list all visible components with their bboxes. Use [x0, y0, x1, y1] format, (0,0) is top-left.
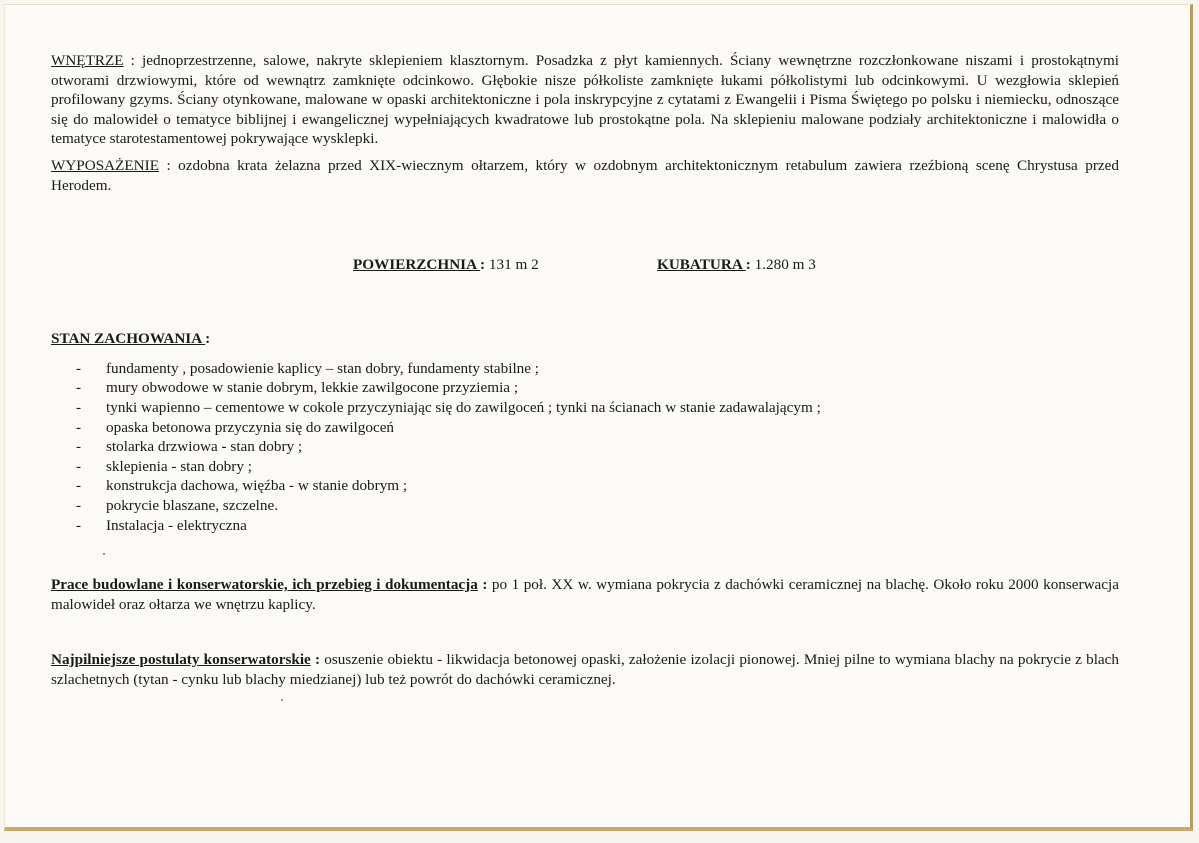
powierzchnia-label: POWIERZCHNIA — [353, 256, 481, 274]
prace-sep: : — [477, 576, 492, 594]
document-content — [51, 51, 1119, 689]
stan-title: STAN ZACHOWANIA — [51, 330, 206, 348]
list-item: - mury obwodowe w stanie dobrym, lekkie zawilgocone przyziemia ; — [76, 379, 519, 397]
wnetrze-label: WNĘTRZE — [51, 52, 124, 69]
area-volume-row — [51, 255, 1119, 275]
list-item: - konstrukcja dachowa, więźba - w stanie dobrym ; — [76, 477, 408, 495]
list-item: - opaska betonowa przyczynia się do zawilgoceń — [76, 418, 395, 436]
kubatura — [657, 255, 816, 275]
list-item: - fundamenty , posadowienie kaplicy – stan dobry, fundamenty stabilne ; — [76, 359, 540, 377]
powierzchnia-value: 131 m 2 — [488, 256, 539, 274]
kubatura-sep: : — [745, 256, 755, 274]
wnetrze-text: : jednoprzestrzenne, salowe, nakryte sklepieniem klasztornym. Posadzka z płyt kamiennych. Ściany wewnętrzne rozczłonkowane niszami i prostokątnymi otworami drzwiowymi, które od wewnątrz zamknięte odcinkowo. Głębokie nisze półkoliste zamknięte łukami półkolistymi lub odcinkowymi. U wezgłowia sklepień profilowany gzyms. Ściany otynkowane, malowane w opaski architektoniczne i pola inskrypcyjne z cytatami z Ewangelii i Pisma Świętego po polsku i niemiecku, odnoszące się do malowideł o tematyce biblijnej i ewangelicznej wypełniających kwadratowe lub prostokątne pola. Na sklepieniu malowane podziały architektoniczne i malowidła o tematyce starotestamentowej pokrywające wysklepki. — [51, 52, 1119, 148]
wyposazenie-label: WYPOSAŻENIE — [51, 156, 159, 174]
scan-speck — [103, 553, 105, 555]
document-page — [4, 4, 1193, 831]
kubatura-label: KUBATURA — [657, 256, 746, 274]
wyposazenie-text: : ozdobna krata żelazna przed XIX-wiecznym ołtarzem, który w ozdobnym architektonicznym retabulum zawiera rzeźbioną scenę Chrystusa przed Herodem. — [51, 156, 1119, 194]
powierzchnia — [353, 255, 539, 275]
list-item: - pokrycie blaszane, szczelne. — [76, 496, 279, 514]
list-item: - sklepienia - stan dobry ; — [76, 457, 252, 475]
powierzchnia-sep: : — [480, 256, 489, 274]
prace-paragraph — [51, 575, 1119, 614]
stan-zachowania-heading — [51, 329, 1119, 349]
wnetrze-paragraph — [51, 51, 1119, 149]
stan-title-sep: : — [205, 330, 211, 348]
kubatura-value: 1.280 m 3 — [754, 256, 816, 274]
postulaty-label: Najpilniejsze postulaty konserwatorskie — [51, 651, 311, 669]
prace-text: po 1 poł. XX w. wymiana pokrycia z dachówki ceramicznej na blachę. Około roku 2000 konserwacja malowideł oraz ołtarza we wnętrzu kaplicy. — [51, 576, 1119, 613]
postulaty-text: osuszenie obiektu - likwidacja betonowej opaski, założenie izolacji pionowej. Mniej pilne to wymiana blachy na pokrycie z blach szlachetnych (tytan - cynku lub blachy miedzianej) lub też powrót do dachówki ceramicznej. — [51, 651, 1119, 688]
condition-list — [51, 359, 1119, 535]
list-item: - stolarka drzwiowa - stan dobry ; — [76, 438, 303, 456]
list-item: - tynki wapienno – cementowe w cokole przyczyniając się do zawilgoceń ; tynki na ścianach w stanie zadawalającym ; — [76, 398, 821, 416]
prace-label: Prace budowlane i konserwatorskie, ich przebieg i dokumentacja — [51, 576, 478, 594]
postulaty-sep: : — [310, 651, 325, 669]
wyposazenie-paragraph — [51, 156, 1119, 195]
list-item: - Instalacja - elektryczna — [76, 516, 247, 534]
postulaty-paragraph — [51, 650, 1119, 689]
scan-speck — [281, 699, 283, 701]
